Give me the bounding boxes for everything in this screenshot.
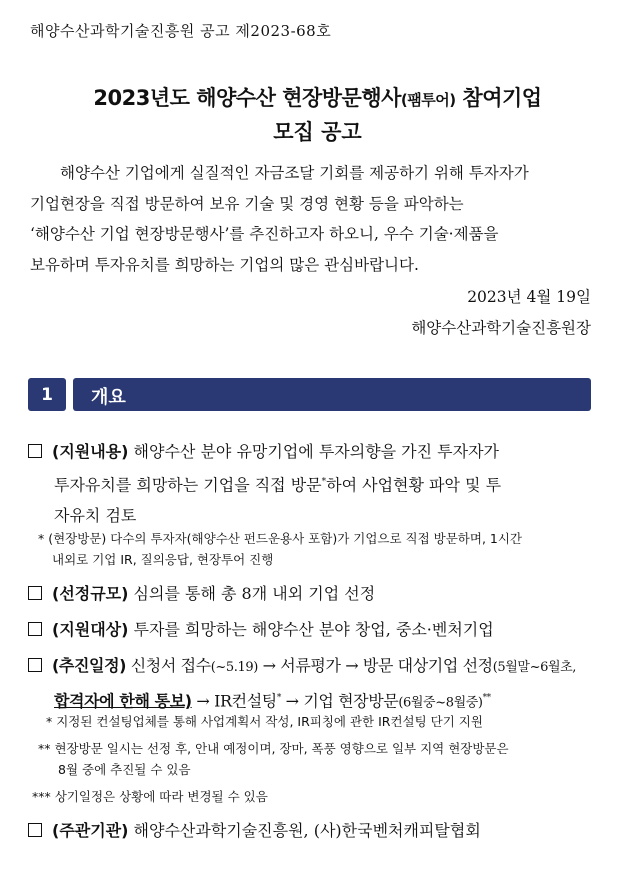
title-main: 2023년도 해양수산 현장방문행사 <box>93 86 401 110</box>
intro-paragraph <box>30 158 596 280</box>
item-text: 투자를 희망하는 해양수산 분야 창업, 중소·벤처기업 <box>128 620 494 639</box>
footnote-mark: * <box>276 693 281 703</box>
section-title: 개요 <box>91 387 126 408</box>
note-schedule-2: ** 현장방문 일시는 선정 후, 안내 예정이며, 장마, 폭풍 영향으로 일부 지역 현장방문은 <box>38 741 509 756</box>
item-host <box>28 815 598 846</box>
item-support <box>28 436 598 531</box>
note-support-2: 내외로 기업 IR, 질의응답, 현장투어 진행 <box>52 552 274 567</box>
checkbox-icon <box>28 823 42 837</box>
item-text: 신청서 접수 <box>126 656 211 675</box>
item-label: (지원대상) <box>52 620 129 639</box>
intro-line: 기업현장을 직접 방문하여 보유 기술 및 경영 현황 등을 파악하는 <box>30 194 464 213</box>
intro-line: 해양수산 기업에게 실질적인 자금조달 기회를 제공하기 위해 투자자가 <box>60 164 529 182</box>
footnote-mark: ** <box>482 693 491 703</box>
note-schedule-3: *** 상기일정은 상황에 따라 변경될 수 있음 <box>32 789 268 804</box>
item-text: 투자유치를 희망하는 기업을 직접 방문 <box>54 475 322 495</box>
notice-issuer: 해양수산과학기술진흥원장 <box>411 319 591 337</box>
item-scale <box>28 578 598 609</box>
note-schedule-2b: 8월 중에 추진될 수 있음 <box>58 762 191 777</box>
item-text-underlined: 합격자에 한해 통보) <box>54 691 192 711</box>
item-text: 해양수산 분야 유망기업에 투자의향을 가진 투자자가 <box>128 442 500 461</box>
section-bar <box>73 378 591 411</box>
item-text-small: (6월중~8월중) <box>398 695 483 711</box>
intro-line: 보유하며 투자유치를 희망하는 기업의 많은 관심바랍니다. <box>30 255 419 274</box>
item-label: (선정규모) <box>52 584 129 603</box>
title-end: 참여기업 <box>455 86 542 110</box>
note-schedule-1: * 지정된 컨설팅업체를 통해 사업계획서 작성, IR피칭에 관한 IR컨설팅 단기 지원 <box>46 714 483 729</box>
checkbox-icon <box>28 658 42 672</box>
item-label: (지원내용) <box>52 442 129 461</box>
item-schedule <box>28 650 598 718</box>
item-text: → 기업 현장방문 <box>280 691 399 711</box>
item-target <box>28 614 598 645</box>
item-text-small: (5월말~6월초, <box>492 660 576 675</box>
notice-date: 2023년 4월 19일 <box>467 288 591 306</box>
item-text: → IR컨설팅 <box>191 691 277 711</box>
item-label: (추진일정) <box>52 656 127 675</box>
page-subtitle: 모집 공고 <box>273 120 362 144</box>
checkbox-icon <box>28 622 42 636</box>
checkbox-icon <box>28 586 42 600</box>
notice-number: 해양수산과학기술진흥원 공고 제2023-68호 <box>30 22 332 40</box>
checkbox-icon <box>28 444 42 458</box>
item-text: 해양수산과학기술진흥원, (사)한국벤처캐피탈협회 <box>128 821 481 840</box>
section-header <box>28 378 591 411</box>
note-support-1: * (현장방문) 다수의 투자자(해양수산 펀드운용사 포함)가 기업으로 직접 방문하며, 1시간 <box>38 531 522 546</box>
item-text: → 서류평가 → 방문 대상기업 선정 <box>257 656 493 675</box>
title-paren: (팸투어) <box>400 91 456 109</box>
footnote-mark: * <box>321 477 327 487</box>
item-text: 자유치 검토 <box>54 506 137 526</box>
item-text-small: (~5.19) <box>210 660 258 675</box>
item-text: 심의를 통해 총 8개 내외 기업 선정 <box>128 584 376 603</box>
item-label: (주관기관) <box>52 821 129 840</box>
item-text: 하여 사업현황 파악 및 투 <box>326 475 502 495</box>
intro-line: ‘해양수산 기업 현장방문행사’를 추진하고자 하오니, 우수 기술·제품을 <box>30 225 499 243</box>
section-number: 1 <box>28 378 66 411</box>
page-title <box>0 82 635 112</box>
